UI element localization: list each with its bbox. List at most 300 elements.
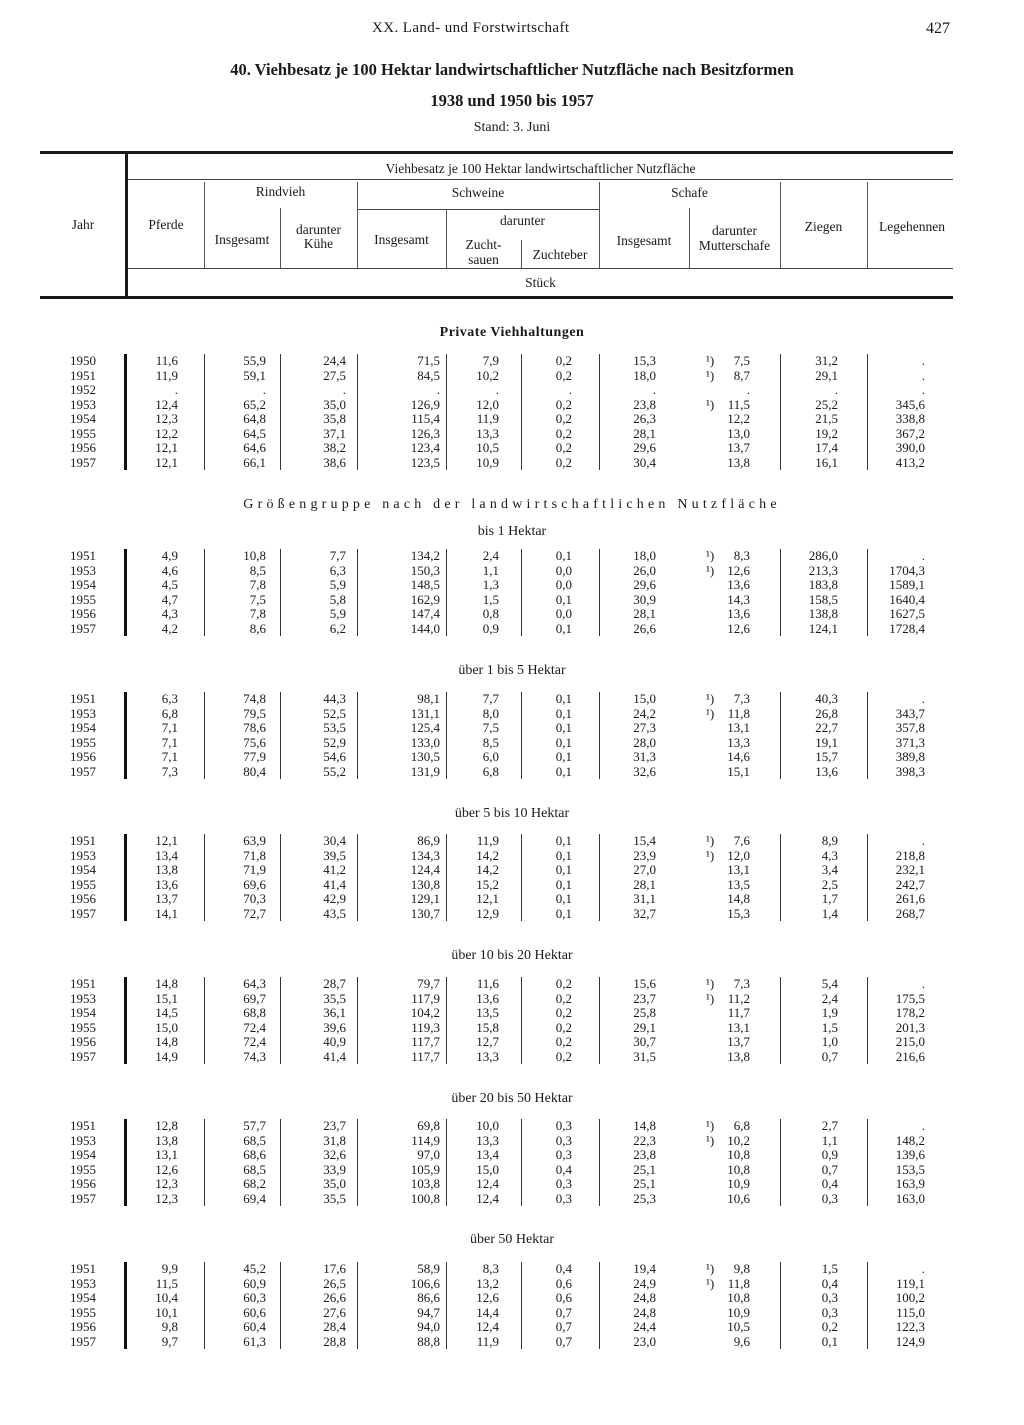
- cell-rindvieh-insgesamt: 8,6: [249, 620, 266, 636]
- cell-rindvieh-insgesamt: 78,6: [243, 720, 266, 735]
- cell-pferde: 6,8: [161, 705, 178, 721]
- cell-ziegen: 2,4: [821, 990, 838, 1006]
- cell-jahr: 1954: [70, 720, 96, 735]
- cell-mutterschafe: 10,8: [727, 1290, 750, 1305]
- cell-jahr: 1951: [70, 1261, 96, 1276]
- cell-rindvieh-insgesamt: 79,5: [243, 705, 266, 721]
- cell-schafe-insgesamt: 14,8: [633, 1118, 656, 1133]
- cell-schafe-insgesamt: 31,1: [633, 891, 656, 906]
- cell-ziegen: 1,4: [821, 905, 838, 921]
- cell-schafe-insgesamt: 24,8: [633, 1304, 656, 1320]
- table-row: [0, 1291, 1024, 1306]
- cell-kuehe: 54,6: [323, 749, 346, 764]
- cell-zuchtsauen: 11,9: [476, 833, 499, 848]
- cell-ziegen: 1,7: [821, 891, 838, 906]
- cell-legehennen: 1627,5: [889, 606, 925, 621]
- cell-zuchtsauen: .: [495, 382, 499, 397]
- cell-schweine-insgesamt: 126,9: [410, 396, 440, 412]
- cell-zuchtsauen: 7,9: [482, 353, 499, 368]
- cell-footnote-mark: ¹): [706, 562, 715, 578]
- cell-kuehe: 35,0: [323, 1176, 346, 1191]
- cell-zuchteber: 0,6: [555, 1290, 572, 1305]
- cell-legehennen: 201,3: [895, 1019, 925, 1035]
- cell-schafe-insgesamt: 29,6: [633, 577, 656, 592]
- cell-mutterschafe: 14,6: [727, 749, 750, 764]
- cell-legehennen: .: [921, 833, 925, 848]
- cell-zuchteber: 0,1: [555, 720, 572, 735]
- cell-zuchteber: 0,2: [555, 1005, 572, 1020]
- cell-jahr: 1956: [70, 1319, 96, 1334]
- cell-pferde: 7,3: [161, 763, 178, 779]
- cell-footnote-mark: ¹): [706, 990, 715, 1006]
- cell-jahr: 1957: [70, 454, 96, 470]
- cell-zuchteber: 0,2: [555, 411, 572, 426]
- cell-rindvieh-insgesamt: 68,5: [243, 1161, 266, 1177]
- data-block-5-10: [0, 834, 1024, 921]
- cell-legehennen: .: [921, 691, 925, 706]
- cell-mutterschafe: 12,0: [727, 847, 750, 863]
- cell-schweine-insgesamt: 94,0: [417, 1319, 440, 1334]
- cell-pferde: 12,1: [155, 454, 178, 470]
- cell-rindvieh-insgesamt: 72,7: [243, 905, 266, 921]
- cell-kuehe: 35,5: [323, 990, 346, 1006]
- table-row: [0, 1335, 1024, 1350]
- cell-ziegen: 26,8: [815, 705, 838, 721]
- cell-schweine-insgesamt: 100,8: [410, 1190, 440, 1206]
- cell-schweine-insgesamt: 131,9: [410, 763, 440, 779]
- cell-legehennen: 367,2: [895, 425, 925, 441]
- cell-kuehe: 28,8: [323, 1333, 346, 1349]
- col-schweine: Schweine: [451, 185, 505, 200]
- cell-zuchtsauen: 8,5: [482, 734, 499, 750]
- cell-rindvieh-insgesamt: 68,2: [243, 1176, 266, 1191]
- table-row: [0, 593, 1024, 608]
- cell-legehennen: 345,6: [895, 396, 925, 412]
- cell-zuchtsauen: 7,7: [482, 691, 499, 706]
- cell-mutterschafe: 8,7: [733, 367, 750, 383]
- cell-footnote-mark: ¹): [706, 1132, 715, 1148]
- cell-footnote-mark: ¹): [706, 367, 715, 383]
- cell-schafe-insgesamt: 32,7: [633, 905, 656, 921]
- cell-jahr: 1957: [70, 1333, 96, 1349]
- cell-jahr: 1955: [70, 1161, 96, 1177]
- cell-legehennen: 163,9: [895, 1176, 925, 1191]
- cell-mutterschafe: 14,3: [727, 591, 750, 607]
- section-title-bis-1: bis 1 Hektar: [477, 524, 547, 539]
- cell-kuehe: 35,0: [323, 396, 346, 412]
- cell-zuchtsauen: 0,8: [482, 606, 499, 621]
- cell-rindvieh-insgesamt: 61,3: [243, 1333, 266, 1349]
- cell-footnote-mark: ¹): [706, 1275, 715, 1291]
- table-row: [0, 1148, 1024, 1163]
- cell-jahr: 1953: [70, 1132, 96, 1148]
- cell-ziegen: 0,3: [821, 1190, 838, 1206]
- cell-schafe-insgesamt: 26,3: [633, 411, 656, 426]
- cell-ziegen: 286,0: [808, 548, 838, 563]
- cell-zuchteber: 0,3: [555, 1147, 572, 1162]
- table-row: [0, 427, 1024, 442]
- cell-zuchtsauen: 12,6: [476, 1290, 499, 1305]
- cell-ziegen: 21,5: [815, 411, 838, 426]
- cell-jahr: 1951: [70, 548, 96, 563]
- cell-schafe-insgesamt: 26,6: [633, 620, 656, 636]
- cell-zuchteber: 0,3: [555, 1190, 572, 1206]
- cell-schweine-insgesamt: 131,1: [410, 705, 440, 721]
- cell-legehennen: 413,2: [895, 454, 925, 470]
- cell-schafe-insgesamt: 30,9: [633, 591, 656, 607]
- table-row: [0, 1163, 1024, 1178]
- cell-zuchtsauen: 6,0: [482, 749, 499, 764]
- cell-jahr: 1953: [70, 562, 96, 578]
- cell-pferde: 12,6: [155, 1161, 178, 1177]
- cell-schweine-insgesamt: 150,3: [410, 562, 440, 578]
- cell-kuehe: 5,8: [329, 591, 346, 607]
- table-row: [0, 1177, 1024, 1192]
- cell-zuchteber: 0,1: [555, 847, 572, 863]
- cell-ziegen: .: [834, 382, 838, 397]
- cell-zuchteber: 0,3: [555, 1132, 572, 1148]
- cell-schweine-insgesamt: 147,4: [410, 606, 440, 621]
- cell-kuehe: 28,4: [323, 1319, 346, 1334]
- table-row: [0, 1262, 1024, 1277]
- cell-zuchtsauen: 8,0: [482, 705, 499, 721]
- cell-schweine-insgesamt: 144,0: [410, 620, 440, 636]
- cell-zuchteber: 0,2: [555, 1019, 572, 1035]
- cell-legehennen: 242,7: [895, 876, 925, 892]
- cell-rindvieh-insgesamt: 71,9: [243, 862, 266, 877]
- cell-mutterschafe: 9,8: [733, 1261, 750, 1276]
- cell-legehennen: 232,1: [895, 862, 925, 877]
- cell-zuchtsauen: 14,2: [476, 862, 499, 877]
- cell-zuchtsauen: 14,2: [476, 847, 499, 863]
- cell-jahr: 1956: [70, 1176, 96, 1191]
- cell-kuehe: 38,6: [323, 454, 346, 470]
- cell-mutterschafe: 13,5: [727, 876, 750, 892]
- cell-legehennen: 139,6: [895, 1147, 925, 1162]
- cell-ziegen: 17,4: [815, 440, 838, 455]
- cell-kuehe: 41,4: [323, 876, 346, 892]
- cell-schafe-insgesamt: 26,0: [633, 562, 656, 578]
- cell-pferde: 12,3: [155, 1190, 178, 1206]
- cell-rindvieh-insgesamt: 75,6: [243, 734, 266, 750]
- cell-schafe-insgesamt: 19,4: [633, 1261, 656, 1276]
- cell-legehennen: 357,8: [895, 720, 925, 735]
- cell-jahr: 1957: [70, 1048, 96, 1064]
- cell-footnote-mark: ¹): [706, 1261, 715, 1276]
- cell-schweine-insgesamt: 148,5: [410, 577, 440, 592]
- cell-zuchteber: 0,7: [555, 1304, 572, 1320]
- cell-schafe-insgesamt: 24,8: [633, 1290, 656, 1305]
- cell-kuehe: 35,8: [323, 411, 346, 426]
- cell-mutterschafe: 10,9: [727, 1304, 750, 1320]
- cell-kuehe: 6,2: [329, 620, 346, 636]
- cell-zuchtsauen: 1,5: [482, 591, 499, 607]
- cell-schweine-insgesamt: 119,3: [411, 1019, 440, 1035]
- cell-schweine-insgesamt: 123,5: [410, 454, 440, 470]
- table-row: [0, 412, 1024, 427]
- cell-zuchteber: 0,1: [555, 749, 572, 764]
- cell-mutterschafe: 10,8: [727, 1147, 750, 1162]
- cell-zuchtsauen: 12,4: [476, 1319, 499, 1334]
- cell-kuehe: 37,1: [323, 425, 346, 441]
- cell-rindvieh-insgesamt: 74,3: [243, 1048, 266, 1064]
- cell-schweine-insgesamt: 84,5: [417, 367, 440, 383]
- cell-ziegen: 0,2: [821, 1319, 838, 1334]
- cell-kuehe: 43,5: [323, 905, 346, 921]
- running-head: XX. Land- und Forstwirtschaft: [372, 20, 570, 36]
- table-row: [0, 892, 1024, 907]
- cell-kuehe: 31,8: [323, 1132, 346, 1148]
- cell-rindvieh-insgesamt: 8,5: [249, 562, 266, 578]
- cell-ziegen: 0,7: [821, 1048, 838, 1064]
- cell-legehennen: 115,0: [896, 1304, 925, 1320]
- cell-jahr: 1957: [70, 763, 96, 779]
- cell-schweine-insgesamt: 126,3: [410, 425, 440, 441]
- cell-rindvieh-insgesamt: 60,9: [243, 1275, 266, 1291]
- cell-mutterschafe: 13,3: [727, 734, 750, 750]
- cell-schafe-insgesamt: 25,1: [633, 1176, 656, 1191]
- cell-kuehe: 24,4: [323, 353, 346, 368]
- table-row: [0, 765, 1024, 780]
- cell-zuchteber: 0,1: [555, 905, 572, 921]
- col-ziegen: Ziegen: [804, 219, 843, 234]
- cell-zuchteber: 0,1: [555, 891, 572, 906]
- table-row: [0, 398, 1024, 413]
- cell-legehennen: 153,5: [895, 1161, 925, 1177]
- cell-rindvieh-insgesamt: 63,9: [243, 833, 266, 848]
- cell-mutterschafe: 11,2: [727, 990, 750, 1006]
- cell-ziegen: 5,4: [821, 976, 838, 991]
- cell-jahr: 1954: [70, 862, 96, 877]
- col-zuchtsauen-1: Zucht-: [465, 237, 502, 252]
- cell-rindvieh-insgesamt: 7,8: [249, 606, 266, 621]
- table-row: [0, 834, 1024, 849]
- cell-jahr: 1955: [70, 1019, 96, 1035]
- cell-jahr: 1953: [70, 1275, 96, 1291]
- cell-schafe-insgesamt: 23,8: [633, 396, 656, 412]
- cell-zuchtsauen: 13,6: [476, 990, 499, 1006]
- cell-pferde: 13,8: [155, 862, 178, 877]
- cell-zuchteber: 0,3: [555, 1118, 572, 1133]
- cell-schweine-insgesamt: 88,8: [417, 1333, 440, 1349]
- cell-schafe-insgesamt: 18,0: [633, 548, 656, 563]
- cell-rindvieh-insgesamt: 66,1: [243, 454, 266, 470]
- cell-pferde: 12,3: [155, 1176, 178, 1191]
- table-row: [0, 1277, 1024, 1292]
- cell-schweine-insgesamt: .: [436, 382, 440, 397]
- cell-schweine-insgesamt: 104,2: [410, 1005, 440, 1020]
- cell-zuchtsauen: 10,5: [476, 440, 499, 455]
- cell-rindvieh-insgesamt: 59,1: [243, 367, 266, 383]
- table-row: [0, 977, 1024, 992]
- cell-zuchteber: 0,1: [555, 763, 572, 779]
- data-block-private: [0, 354, 1024, 470]
- cell-ziegen: 1,9: [821, 1005, 838, 1020]
- cell-legehennen: .: [921, 548, 925, 563]
- cell-schafe-insgesamt: 25,1: [633, 1161, 656, 1177]
- cell-mutterschafe: 10,5: [727, 1319, 750, 1334]
- cell-pferde: 12,3: [155, 411, 178, 426]
- cell-jahr: 1953: [70, 990, 96, 1006]
- cell-rindvieh-insgesamt: 74,8: [243, 691, 266, 706]
- data-block-20-50: [0, 1119, 1024, 1206]
- cell-legehennen: 261,6: [895, 891, 925, 906]
- cell-pferde: 14,8: [155, 976, 178, 991]
- cell-zuchteber: 0,1: [555, 876, 572, 892]
- cell-zuchteber: 0,4: [555, 1161, 572, 1177]
- col-kuehe-2: Kühe: [303, 236, 334, 251]
- cell-pferde: 7,1: [161, 720, 178, 735]
- cell-zuchteber: 0,6: [555, 1275, 572, 1291]
- cell-pferde: 13,1: [155, 1147, 178, 1162]
- cell-schafe-insgesamt: 23,8: [633, 1147, 656, 1162]
- cell-pferde: 4,6: [161, 562, 178, 578]
- cell-schweine-insgesamt: 162,9: [410, 591, 440, 607]
- cell-pferde: 14,5: [155, 1005, 178, 1020]
- cell-ziegen: 0,9: [821, 1147, 838, 1162]
- cell-zuchteber: 0,1: [555, 862, 572, 877]
- cell-zuchtsauen: 10,2: [476, 367, 499, 383]
- cell-zuchteber: 0,1: [555, 620, 572, 636]
- col-group: Viehbesatz je 100 Hektar landwirtschaftlicher Nutzfläche: [385, 161, 696, 176]
- table-row: [0, 1050, 1024, 1065]
- cell-legehennen: 398,3: [895, 763, 925, 779]
- cell-jahr: 1956: [70, 891, 96, 906]
- cell-ziegen: 183,8: [808, 577, 838, 592]
- cell-jahr: 1954: [70, 577, 96, 592]
- cell-pferde: 11,5: [155, 1275, 178, 1291]
- cell-kuehe: 27,6: [323, 1304, 346, 1320]
- cell-jahr: 1951: [70, 367, 96, 383]
- cell-rindvieh-insgesamt: 60,4: [243, 1319, 266, 1334]
- cell-schafe-insgesamt: 27,3: [633, 720, 656, 735]
- cell-zuchtsauen: 1,1: [482, 562, 499, 578]
- cell-kuehe: 53,5: [323, 720, 346, 735]
- cell-rindvieh-insgesamt: 64,6: [243, 440, 266, 455]
- cell-schafe-insgesamt: 24,2: [633, 705, 656, 721]
- cell-mutterschafe: 13,6: [727, 606, 750, 621]
- cell-zuchteber: 0,2: [555, 1048, 572, 1064]
- cell-pferde: 10,1: [155, 1304, 178, 1320]
- cell-legehennen: 216,6: [895, 1048, 925, 1064]
- col-legehennen: Legehennen: [879, 219, 945, 234]
- cell-kuehe: 33,9: [323, 1161, 346, 1177]
- cell-mutterschafe: 7,3: [733, 691, 750, 706]
- cell-schweine-insgesamt: 117,7: [411, 1048, 440, 1064]
- cell-mutterschafe: 13,7: [727, 440, 750, 455]
- cell-schweine-insgesamt: 79,7: [417, 976, 440, 991]
- cell-zuchteber: 0,0: [555, 562, 572, 578]
- cell-schafe-insgesamt: 28,0: [633, 734, 656, 750]
- cell-zuchteber: 0,1: [555, 705, 572, 721]
- cell-schafe-insgesamt: 15,6: [633, 976, 656, 991]
- cell-pferde: 12,8: [155, 1118, 178, 1133]
- table-row: [0, 878, 1024, 893]
- col-schafe-insgesamt: Insgesamt: [616, 233, 672, 248]
- cell-kuehe: .: [342, 382, 346, 397]
- cell-schweine-insgesamt: 86,6: [417, 1290, 440, 1305]
- cell-zuchteber: 0,2: [555, 353, 572, 368]
- cell-rindvieh-insgesamt: 71,8: [243, 847, 266, 863]
- cell-zuchtsauen: 11,9: [476, 411, 499, 426]
- cell-legehennen: 122,3: [895, 1319, 925, 1334]
- cell-pferde: 12,1: [155, 833, 178, 848]
- table-row: [0, 736, 1024, 751]
- cell-schafe-insgesamt: 23,7: [633, 990, 656, 1006]
- section-title-50: über 50 Hektar: [470, 1232, 554, 1247]
- cell-pferde: 12,2: [155, 425, 178, 441]
- table-row: [0, 721, 1024, 736]
- cell-pferde: 10,4: [155, 1290, 178, 1305]
- cell-schafe-insgesamt: 24,4: [633, 1319, 656, 1334]
- cell-footnote-mark: ¹): [706, 691, 715, 706]
- cell-kuehe: 7,7: [329, 548, 346, 563]
- header-bottom-rule: [40, 296, 953, 299]
- table-row: [0, 578, 1024, 593]
- cell-ziegen: 22,7: [815, 720, 838, 735]
- cell-legehennen: .: [921, 976, 925, 991]
- cell-kuehe: 26,5: [323, 1275, 346, 1291]
- cell-schafe-insgesamt: 18,0: [633, 367, 656, 383]
- section-title-20-50: über 20 bis 50 Hektar: [451, 1091, 573, 1106]
- cell-zuchtsauen: 15,0: [476, 1161, 499, 1177]
- cell-jahr: 1951: [70, 833, 96, 848]
- cell-mutterschafe: 10,8: [727, 1161, 750, 1177]
- cell-rindvieh-insgesamt: 57,7: [243, 1118, 266, 1133]
- cell-pferde: 13,4: [155, 847, 178, 863]
- cell-rindvieh-insgesamt: 69,6: [243, 876, 266, 892]
- cell-schweine-insgesamt: 86,9: [417, 833, 440, 848]
- cell-pferde: 4,2: [161, 620, 178, 636]
- cell-schafe-insgesamt: 29,6: [633, 440, 656, 455]
- cell-legehennen: .: [921, 353, 925, 368]
- cell-mutterschafe: 6,8: [733, 1118, 750, 1133]
- cell-kuehe: 39,6: [323, 1019, 346, 1035]
- cell-zuchteber: 0,0: [555, 577, 572, 592]
- cell-zuchtsauen: 13,5: [476, 1005, 499, 1020]
- cell-schafe-insgesamt: 15,3: [633, 353, 656, 368]
- cell-rindvieh-insgesamt: 72,4: [243, 1034, 266, 1049]
- cell-mutterschafe: 11,7: [727, 1005, 750, 1020]
- cell-zuchtsauen: 15,8: [476, 1019, 499, 1035]
- cell-zuchteber: 0,3: [555, 1176, 572, 1191]
- table-row: [0, 992, 1024, 1007]
- cell-zuchtsauen: 6,8: [482, 763, 499, 779]
- col-pferde: Pferde: [148, 217, 184, 232]
- cell-zuchteber: 0,1: [555, 548, 572, 563]
- cell-schafe-insgesamt: 25,8: [633, 1005, 656, 1020]
- cell-schafe-insgesamt: 22,3: [633, 1132, 656, 1148]
- cell-pferde: 14,1: [155, 905, 178, 921]
- cell-kuehe: 38,2: [323, 440, 346, 455]
- cell-legehennen: 1728,4: [889, 620, 925, 636]
- cell-ziegen: 0,4: [821, 1275, 838, 1291]
- col-jahr: Jahr: [71, 217, 95, 232]
- cell-mutterschafe: 13,1: [727, 862, 750, 877]
- cell-pferde: .: [174, 382, 178, 397]
- table-row: [0, 383, 1024, 398]
- cell-zuchteber: 0,2: [555, 396, 572, 412]
- cell-kuehe: 23,7: [323, 1118, 346, 1133]
- cell-jahr: 1954: [70, 411, 96, 426]
- cell-schweine-insgesamt: 134,3: [410, 847, 440, 863]
- cell-schweine-insgesamt: 125,4: [410, 720, 440, 735]
- cell-zuchteber: 0,7: [555, 1333, 572, 1349]
- cell-pferde: 11,9: [155, 367, 178, 383]
- cell-schafe-insgesamt: 28,1: [633, 606, 656, 621]
- cell-legehennen: 100,2: [895, 1290, 925, 1305]
- cell-ziegen: 4,3: [821, 847, 838, 863]
